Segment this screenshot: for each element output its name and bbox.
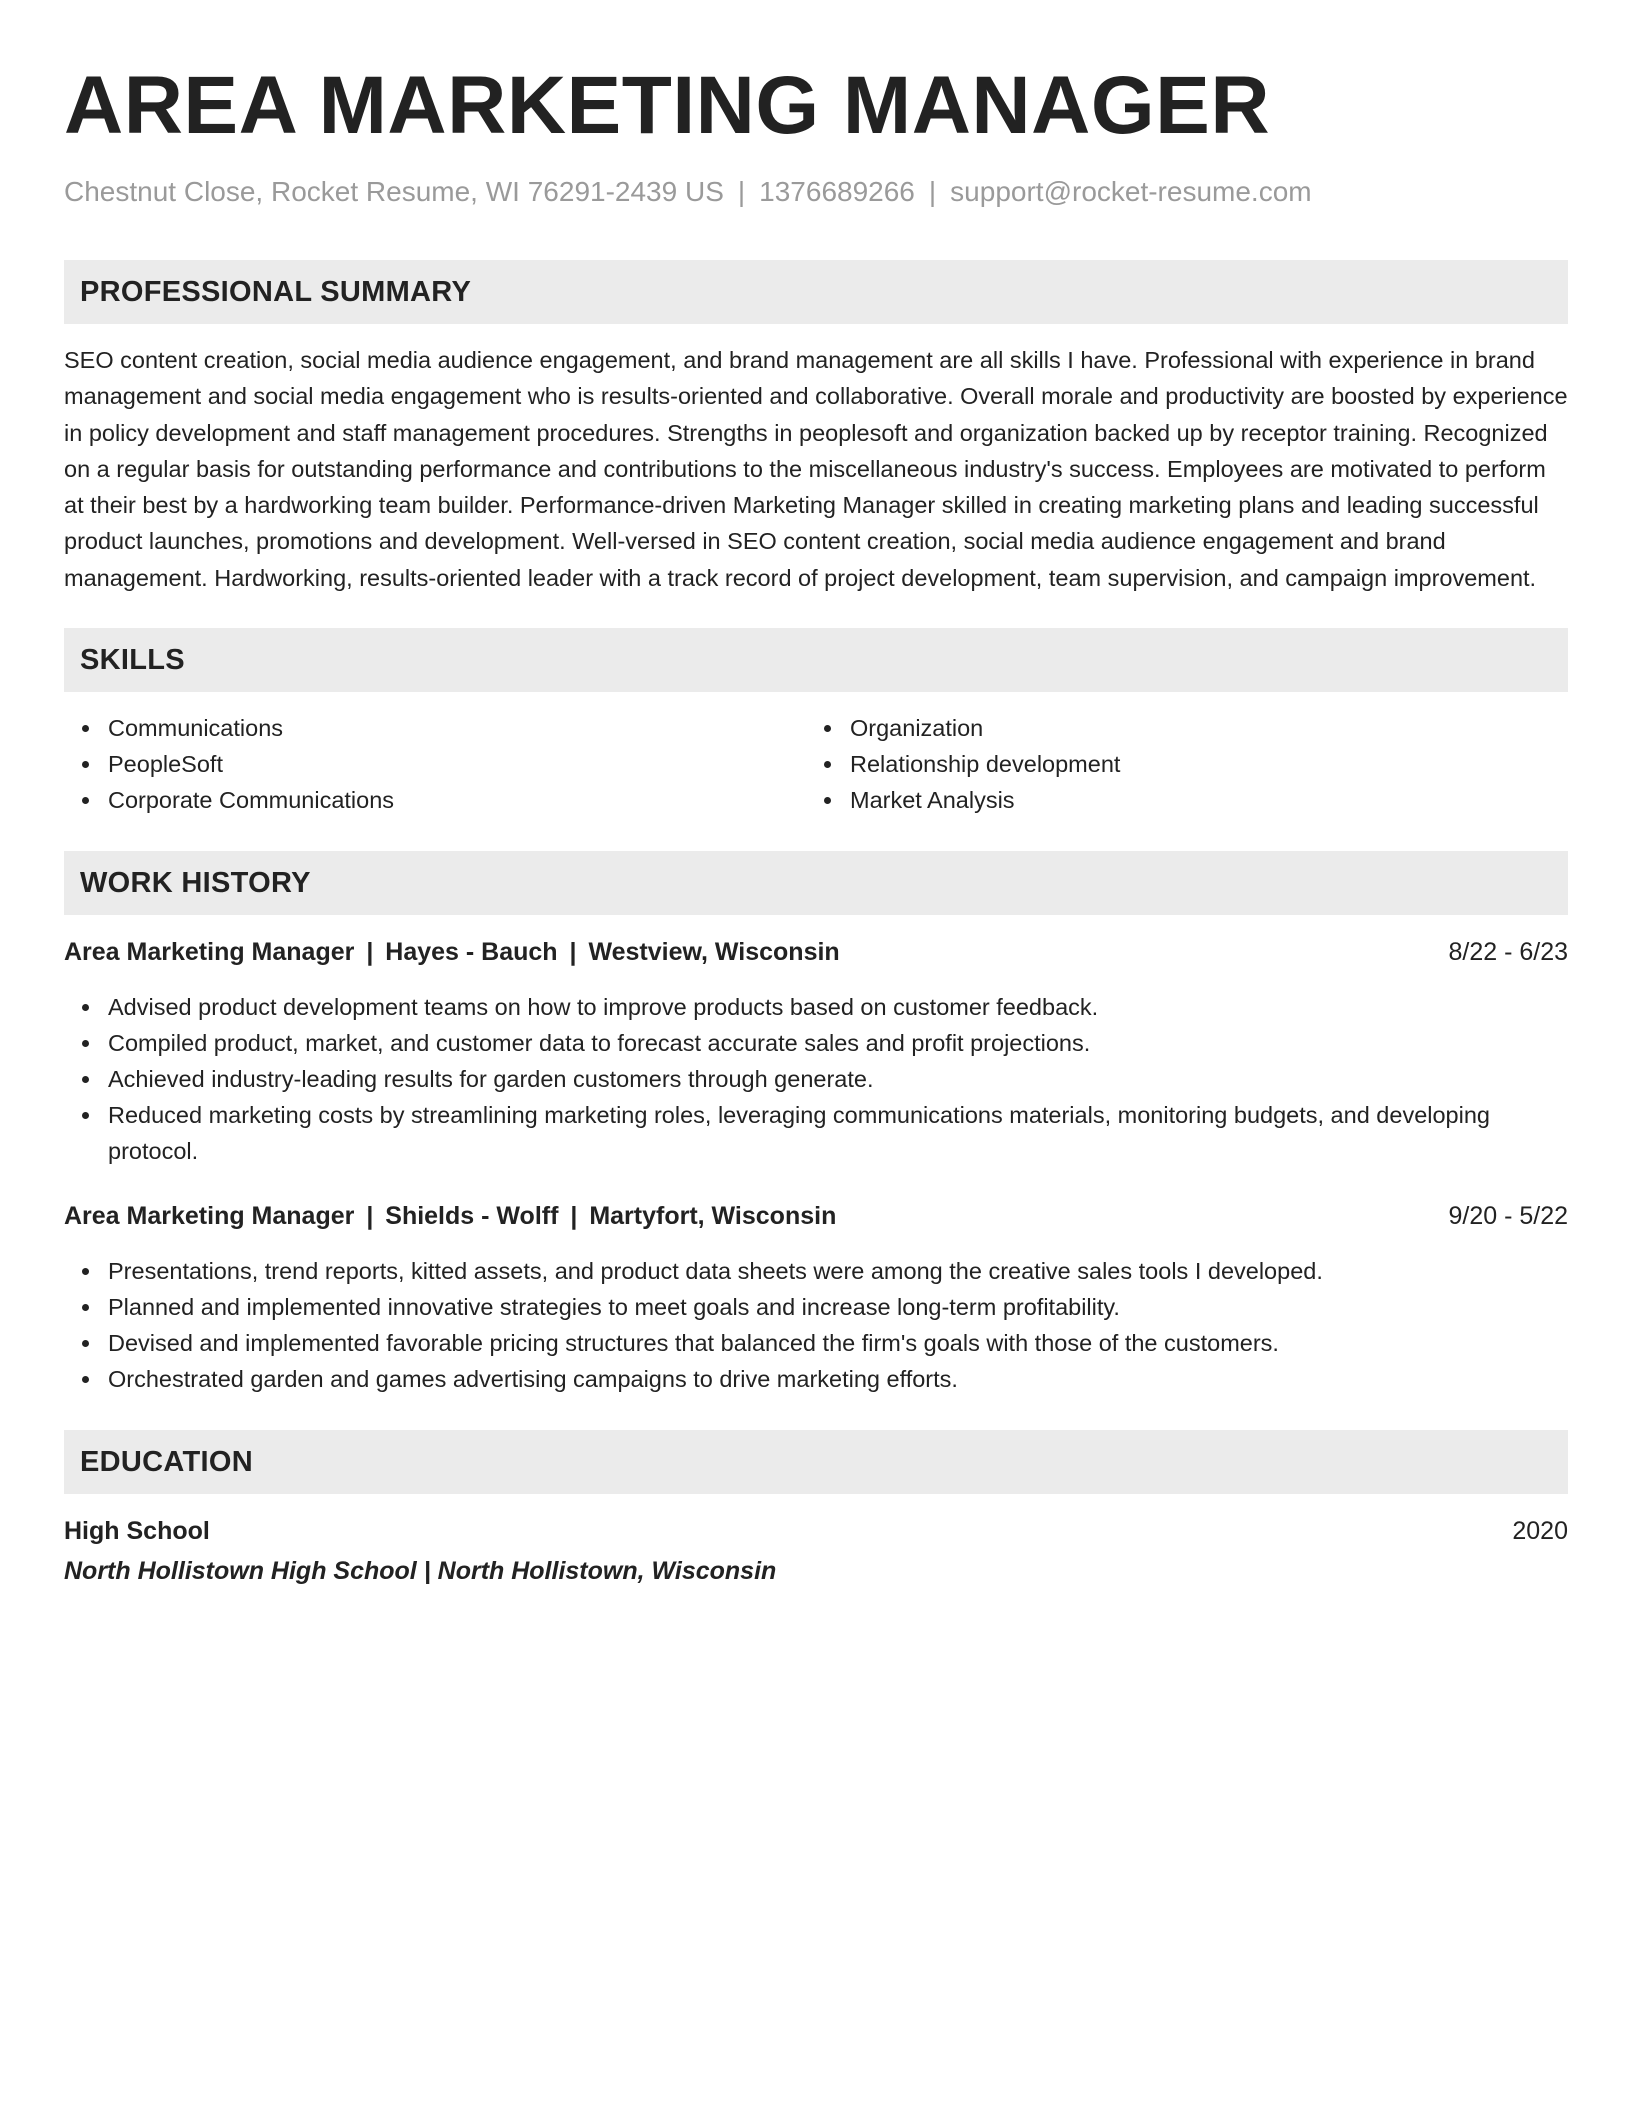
section-title: WORK HISTORY — [80, 866, 311, 899]
job-header — [64, 935, 1568, 969]
skill-item: Corporate Communications — [64, 782, 806, 818]
job-bullet: Achieved industry-leading results for garden customers through generate. — [64, 1061, 1568, 1097]
job-role: Area Marketing Manager — [64, 1202, 355, 1231]
job-separator: | — [563, 1202, 585, 1231]
job-location: Martyfort, Wisconsin — [589, 1202, 837, 1231]
section-header-skills — [64, 628, 1568, 692]
contact-address: Chestnut Close, Rocket Resume, WI 76291-2439 US — [64, 176, 724, 207]
contact-email: support@rocket-resume.com — [950, 176, 1312, 207]
job-location: Westview, Wisconsin — [588, 938, 840, 967]
section-header-summary — [64, 260, 1568, 324]
education-header — [64, 1514, 1568, 1548]
job-role: Area Marketing Manager — [64, 938, 355, 967]
education-location: North Hollistown, Wisconsin — [437, 1557, 777, 1586]
job-separator: | — [359, 938, 381, 967]
skill-item: Communications — [64, 710, 806, 746]
job-dates: 8/22 - 6/23 — [1448, 938, 1568, 967]
job-header — [64, 1199, 1568, 1233]
education-school: North Hollistown High School — [64, 1557, 417, 1586]
resume-name: AREA MARKETING MANAGER — [64, 60, 1271, 151]
job-bullet: Compiled product, market, and customer data to forecast accurate sales and profit projections. — [64, 1025, 1568, 1061]
job-bullet: Devised and implemented favorable pricing structures that balanced the firm's goals with those of the customers. — [64, 1325, 1568, 1361]
job-title-line — [64, 935, 840, 969]
job-company: Hayes - Bauch — [385, 938, 558, 967]
contact-line — [64, 174, 1568, 210]
summary-text: SEO content creation, social media audience engagement, and brand management are all skills I have. Professional with experience in brand management and social media engagement who is results-oriented and collaborative. Overall morale and productivity are boosted by experience in policy development and staff management procedures. Strengths in peoplesoft and organization backed up by receptor training. Recognized on a regular basis for outstanding performance and contributions to the miscellaneous industry's success. Employees are motivated to perform at their best by a hardworking team builder. Performance-driven Marketing Manager skilled in creating marketing plans and leading successful product launches, promotions and development. Well-versed in SEO content creation, social media audience engagement and brand management. Hardworking, results-oriented leader with a track record of project development, team supervision, and campaign improvement. — [64, 347, 1568, 591]
job-bullets — [64, 989, 1568, 1169]
job-separator: | — [562, 938, 584, 967]
section-header-work — [64, 851, 1568, 915]
job-title-line — [64, 1199, 836, 1233]
contact-separator: | — [928, 176, 937, 207]
skill-item: Organization — [806, 710, 1548, 746]
job-company: Shields - Wolff — [385, 1202, 559, 1231]
section-title: PROFESSIONAL SUMMARY — [80, 275, 472, 308]
job-bullet: Reduced marketing costs by streamlining marketing roles, leveraging communications materials, monitoring budgets, and developing protocol. — [64, 1097, 1568, 1169]
education-school-line — [64, 1554, 1568, 1588]
job-bullet: Advised product development teams on how to improve products based on customer feedback. — [64, 989, 1568, 1025]
skill-item: PeopleSoft — [64, 746, 806, 782]
skills-list-left — [64, 710, 806, 818]
job-bullet: Orchestrated garden and games advertising campaigns to drive marketing efforts. — [64, 1361, 1568, 1397]
skill-item: Market Analysis — [806, 782, 1548, 818]
job-entry — [64, 1199, 1568, 1397]
contact-phone: 1376689266 — [759, 176, 915, 207]
education-separator: | — [416, 1557, 438, 1586]
job-bullets — [64, 1253, 1568, 1397]
education-year: 2020 — [1512, 1517, 1568, 1546]
job-dates: 9/20 - 5/22 — [1448, 1202, 1568, 1231]
skill-item: Relationship development — [806, 746, 1548, 782]
section-header-education — [64, 1430, 1568, 1494]
job-bullet: Planned and implemented innovative strategies to meet goals and increase long-term profitability. — [64, 1289, 1568, 1325]
skills-list-right — [806, 710, 1548, 818]
skills-grid — [64, 710, 1568, 818]
job-separator: | — [359, 1202, 381, 1231]
contact-separator: | — [737, 176, 746, 207]
job-bullet: Presentations, trend reports, kitted assets, and product data sheets were among the creative sales tools I developed. — [64, 1253, 1568, 1289]
section-title: EDUCATION — [80, 1445, 253, 1478]
section-title: SKILLS — [80, 643, 185, 676]
job-entry — [64, 935, 1568, 1169]
education-degree: High School — [64, 1517, 210, 1546]
education-entry — [64, 1514, 1568, 1588]
